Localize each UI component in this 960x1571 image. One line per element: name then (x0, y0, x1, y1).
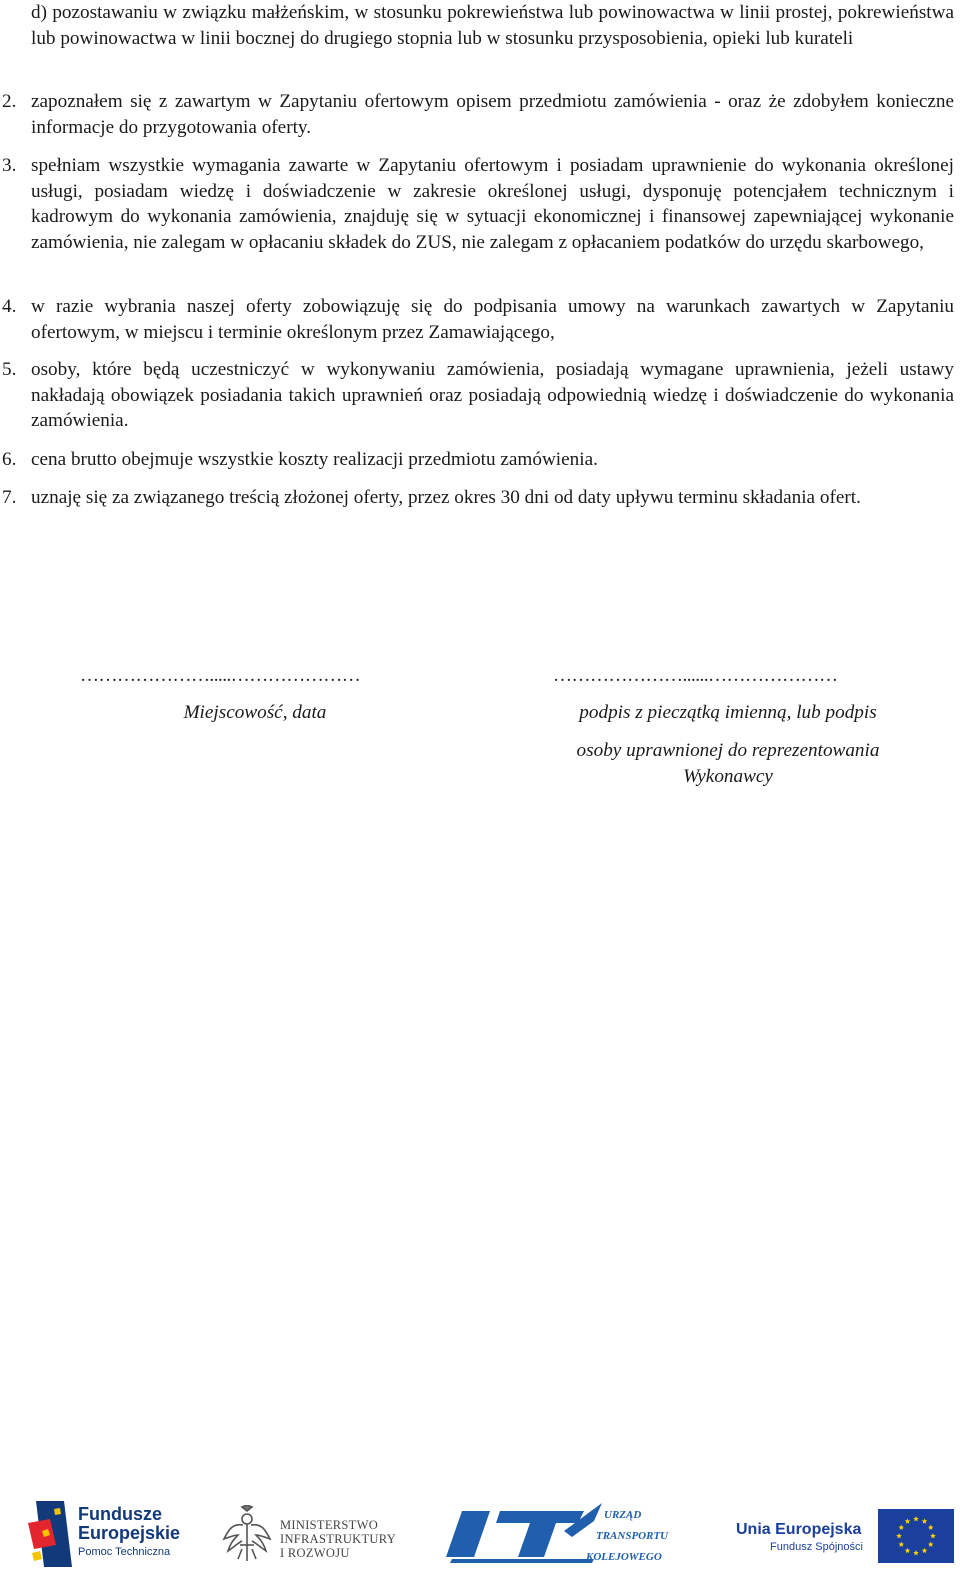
signature-line: …………………......………………… (553, 665, 838, 686)
signature-caption-2: osoby uprawnionej do reprezentowania (576, 740, 880, 761)
eu-flag-icon (878, 1509, 954, 1563)
place-date-caption: Miejscowość, data (183, 702, 327, 723)
utk-line2: TRANSPORTU (596, 1530, 669, 1542)
footer-logos (0, 1495, 960, 1571)
utk-line3: KOLEJOWEGO (586, 1551, 662, 1563)
item-5-number: 5. (2, 359, 17, 380)
place-date-line: ………………….....………………… (80, 665, 361, 686)
item-4-text: w razie wybrania naszej oferty zobowiązuję się do podpisania umowy na warunkach zawartych w Zapytaniu ofertowym, w miejscu i terminie określonym przez Zamawiającego, (31, 296, 954, 343)
item-3-text: spełniam wszystkie wymagania zawarte w Zapytaniu ofertowym i posiadam uprawnienie do wykonania określonej usługi, posiadam wiedzę i doświadczenie w zakresie określonej usługi, dysponuję potencjałem technicznym i kadrowym do wykonania zamówienia, znajduję się w sytuacji ekonomicznej i finansowej zapewniającej wykonanie zamówienia, nie zalegam w opłacaniu składek do ZUS, nie zalegam z opłacaniem podatków do urzędu skarbowego, (31, 155, 954, 253)
item-4-number: 4. (2, 296, 17, 317)
fe-line2: Europejskie (78, 1523, 181, 1543)
utk-line1: URZĄD (604, 1509, 642, 1521)
intro-item-d: d) pozostawaniu w związku małżeńskim, w stosunku pokrewieństwa lub powinowactwa w linii prostej, pokrewieństwa lub powinowactwa w linii bocznej do drugiego stopnia lub w stosunku przysposobienia, opieki lub kurateli (31, 2, 954, 49)
fundusze-europejskie-logo (28, 1501, 208, 1569)
ministry-line2: INFRASTRUKTURY (280, 1532, 397, 1546)
utk-logo (444, 1501, 694, 1567)
eu-line1: Unia Europejska (736, 1521, 862, 1538)
ministry-logo (222, 1503, 412, 1567)
signature-caption-1: podpis z pieczątką imienną, lub podpis (579, 702, 877, 723)
eu-line2: Fundusz Spójności (770, 1541, 863, 1553)
fe-flag-icon (28, 1501, 72, 1567)
utk-mark-icon (444, 1501, 604, 1565)
item-6-text: cena brutto obejmuje wszystkie koszty realizacji przedmiotu zamówienia. (31, 449, 598, 470)
eagle-emblem-icon (222, 1505, 272, 1563)
ministry-line1: MINISTERSTWO (280, 1518, 379, 1532)
item-3-number: 3. (2, 155, 17, 176)
ministry-line3: I ROZWOJU (280, 1546, 350, 1560)
eu-logo (734, 1503, 956, 1567)
fe-line1: Fundusze (78, 1504, 162, 1524)
item-2-number: 2. (2, 91, 17, 112)
signature-caption-3: Wykonawcy (683, 766, 773, 787)
item-6-number: 6. (2, 449, 17, 470)
item-2-text: zapoznałem się z zawartym w Zapytaniu ofertowym opisem przedmiotu zamówienia - oraz że zdobyłem konieczne informacje do przygotowania oferty. (31, 91, 954, 138)
item-5-text: osoby, które będą uczestniczyć w wykonywaniu zamówienia, posiadają wymagane uprawnienia, jeżeli ustawy nakładają obowiązek posiadania takich uprawnień oraz posiadają odpowiednią wiedzę i doświadczenie do wykonania zamówienia. (31, 359, 954, 432)
item-7-text: uznaję się za związanego treścią złożonej oferty, przez okres 30 dni od daty upływu terminu składania ofert. (31, 487, 861, 508)
fe-line3: Pomoc Techniczna (78, 1546, 171, 1558)
item-7-number: 7. (2, 487, 17, 508)
